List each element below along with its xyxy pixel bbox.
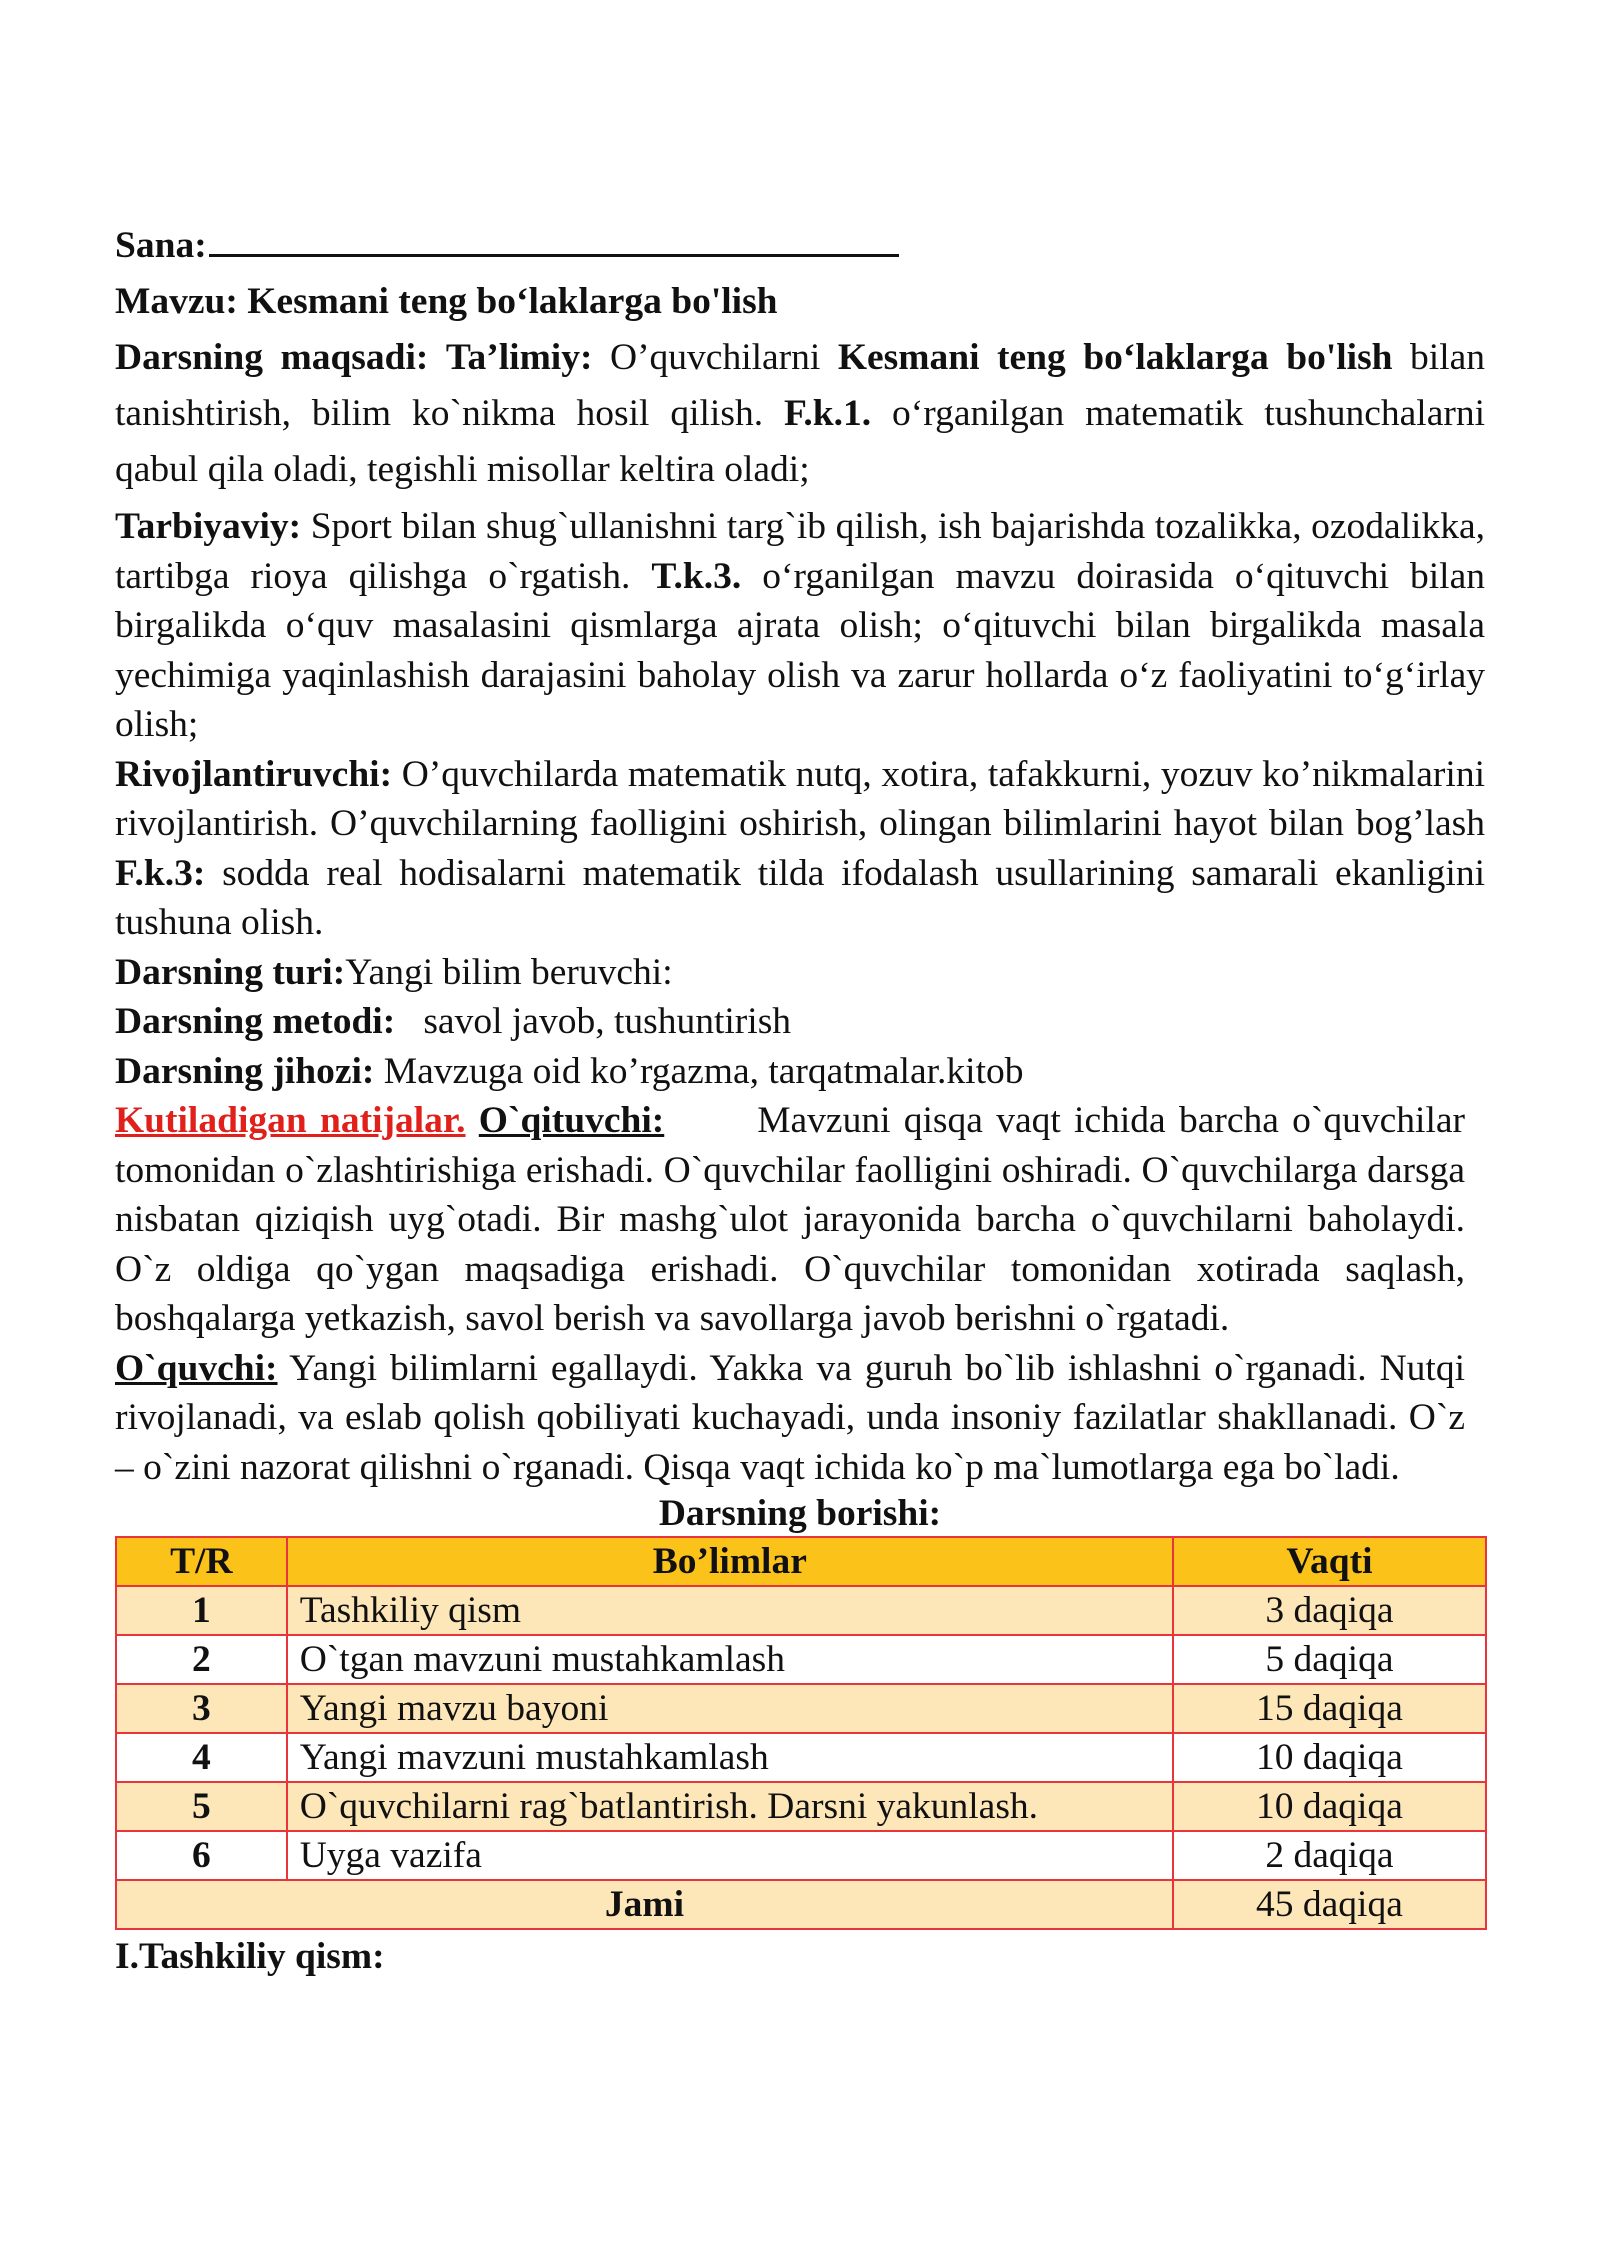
tarbiyaviy-text2: o‘rganilgan mavzu doirasida o‘qituvchi bilan birgalikda o‘quv masalasini qismlarga ajrata olish; o‘qituvchi bilan birgalikda masala yechimiga yaqinlashish darajasini baholay olish va zarur hollarda o‘z faoliyatini to‘g‘irlay olish; bbox=[115, 555, 1485, 745]
table-row bbox=[116, 1831, 1486, 1880]
total-time: 45 daqiqa bbox=[1173, 1880, 1486, 1929]
tarbiyaviy-text1: Sport bilan shug`ullanishni targ`ib qilish, ish bajarishda tozalikka, ozodalikka, tartibga rioya qilishga o`rgatish. bbox=[115, 506, 1485, 597]
turi-text: Yangi bilim beruvchi: bbox=[345, 951, 673, 993]
table-row bbox=[116, 1586, 1486, 1635]
mavzu-text: Kesmani teng bo‘laklarga bo'lish bbox=[247, 280, 778, 322]
metodi-label: Darsning metodi: bbox=[115, 1001, 396, 1042]
row-number: 5 bbox=[116, 1782, 287, 1831]
maqsad-text2: bilan tanishtirish, bilim ko`nikma hosil qilish. bbox=[115, 337, 1486, 434]
document-page bbox=[115, 220, 1485, 1982]
maqsad-topic: Kesmani teng bo‘laklarga bo'lish bbox=[837, 337, 1393, 378]
row-section: O`tgan mavzuni mustahkamlash bbox=[287, 1635, 1173, 1684]
jihozi-text: Mavzuga oid ko’rgazma, tarqatmalar.kitob bbox=[383, 1050, 1024, 1092]
rivojlantiruvchi-paragraph bbox=[115, 750, 1485, 948]
turi-label: Darsning turi: bbox=[115, 951, 346, 993]
row-section: Tashkiliy qism bbox=[287, 1586, 1173, 1635]
row-section: O`quvchilarni rag`batlantirish. Darsni yakunlash. bbox=[287, 1782, 1173, 1831]
table-row bbox=[116, 1635, 1486, 1684]
next-heading-text: I.Tashkiliy qism: bbox=[115, 1936, 385, 1977]
table-row bbox=[116, 1684, 1486, 1733]
header-bolimlar: Bo’limlar bbox=[287, 1537, 1173, 1586]
oqituvchi-text: Mavzuni qisqa vaqt ichida barcha o`quvchilar tomonidan o`zlashtirishiga erishadi. O`quvchilar faolligini oshiradi. O`quvchilarga darsga nisbatan qiziqish uyg`otadi. Bir mashg`ulot jarayonida barcha o`quvchilarni baholaydi. O`z oldiga qo`ygan maqsadiga erishadi. O`quvchilar tomonidan xotirada saqlash, boshqalarga yetkazish, savol berish va savollarga javob berishni o`rgatadi. bbox=[115, 1100, 1466, 1339]
maqsad-paragraph bbox=[115, 330, 1485, 498]
oquvchi-paragraph bbox=[115, 1344, 1465, 1493]
row-number: 2 bbox=[116, 1635, 287, 1684]
header-tr: T/R bbox=[116, 1537, 287, 1586]
row-time: 2 daqiqa bbox=[1173, 1831, 1486, 1880]
metodi-line bbox=[115, 997, 1485, 1047]
lesson-plan-table bbox=[115, 1536, 1487, 1930]
tarbiyaviy-paragraph bbox=[115, 502, 1485, 750]
table-row bbox=[116, 1782, 1486, 1831]
row-number: 4 bbox=[116, 1733, 287, 1782]
oquvchi-label: O`quvchi: bbox=[115, 1347, 278, 1389]
row-section: Uyga vazifa bbox=[287, 1831, 1173, 1880]
maqsad-text1: O’quvchilarni bbox=[609, 337, 821, 378]
maqsad-text3: o‘rganilgan matematik tushunchalarni qabul qila oladi, tegishli misollar keltira oladi; bbox=[115, 393, 1485, 490]
rivojlantiruvchi-text2: sodda real hodisalarni matematik tilda ifodalash usullarining samarali ekanligini tushuna olish. bbox=[115, 852, 1486, 943]
oquvchi-text: Yangi bilimlarni egallaydi. Yakka va guruh bo`lib ishlashni o`rganadi. Nutqi rivojlanadi, va eslab qolish qobiliyati kuchayadi, unda insoniy fazilatlar shakllanadi. O`z – o`zini nazorat qilishni o`rganadi. Qisqa vaqt ichida ko`p ma`lumotlarga ega bo`ladi. bbox=[115, 1347, 1466, 1488]
sana-label: Sana: bbox=[115, 225, 207, 266]
sana-blank bbox=[209, 220, 899, 257]
maqsad-label: Darsning maqsadi: bbox=[115, 337, 429, 378]
row-time: 3 daqiqa bbox=[1173, 1586, 1486, 1635]
oqituvchi-paragraph bbox=[115, 1096, 1465, 1344]
next-heading bbox=[115, 1932, 1485, 1982]
tk3-code: T.k.3. bbox=[651, 555, 742, 597]
mavzu-line bbox=[115, 277, 1485, 327]
talimiy-label: Ta’limiy: bbox=[445, 337, 593, 378]
row-time: 5 daqiqa bbox=[1173, 1635, 1486, 1684]
turi-line bbox=[115, 948, 1485, 998]
borishi-title bbox=[115, 1492, 1485, 1536]
fk1-code: F.k.1. bbox=[783, 393, 872, 434]
table-row bbox=[116, 1733, 1486, 1782]
fk3-code: F.k.3: bbox=[115, 852, 206, 894]
row-number: 3 bbox=[116, 1684, 287, 1733]
jihozi-line bbox=[115, 1047, 1485, 1097]
rivojlantiruvchi-label: Rivojlantiruvchi: bbox=[115, 753, 393, 795]
row-number: 1 bbox=[116, 1586, 287, 1635]
metodi-text: savol javob, tushuntirish bbox=[423, 1001, 792, 1042]
header-vaqti: Vaqti bbox=[1173, 1537, 1486, 1586]
row-time: 15 daqiqa bbox=[1173, 1684, 1486, 1733]
row-section: Yangi mavzuni mustahkamlash bbox=[287, 1733, 1173, 1782]
total-label: Jami bbox=[116, 1880, 1173, 1929]
row-section: Yangi mavzu bayoni bbox=[287, 1684, 1173, 1733]
mavzu-label: Mavzu: bbox=[115, 280, 238, 322]
row-time: 10 daqiqa bbox=[1173, 1782, 1486, 1831]
table-header-row bbox=[116, 1537, 1486, 1586]
row-time: 10 daqiqa bbox=[1173, 1733, 1486, 1782]
tarbiyaviy-label: Tarbiyaviy: bbox=[115, 506, 302, 547]
borishi-title-text: Darsning borishi: bbox=[658, 1493, 942, 1534]
row-number: 6 bbox=[116, 1831, 287, 1880]
natijalar-label: Kutiladigan natijalar. bbox=[115, 1100, 466, 1141]
oqituvchi-label: O`qituvchi: bbox=[478, 1100, 665, 1141]
jihozi-label: Darsning jihozi: bbox=[115, 1050, 375, 1092]
rivojlantiruvchi-text1: O’quvchilarda matematik nutq, xotira, tafakkurni, yozuv ko’nikmalarini rivojlantirish. O’quvchilarning faolligini oshirish, olingan bilimlarini hayot bilan bog’lash bbox=[115, 753, 1485, 844]
table-total-row bbox=[116, 1880, 1486, 1929]
sana-line bbox=[115, 220, 1485, 271]
